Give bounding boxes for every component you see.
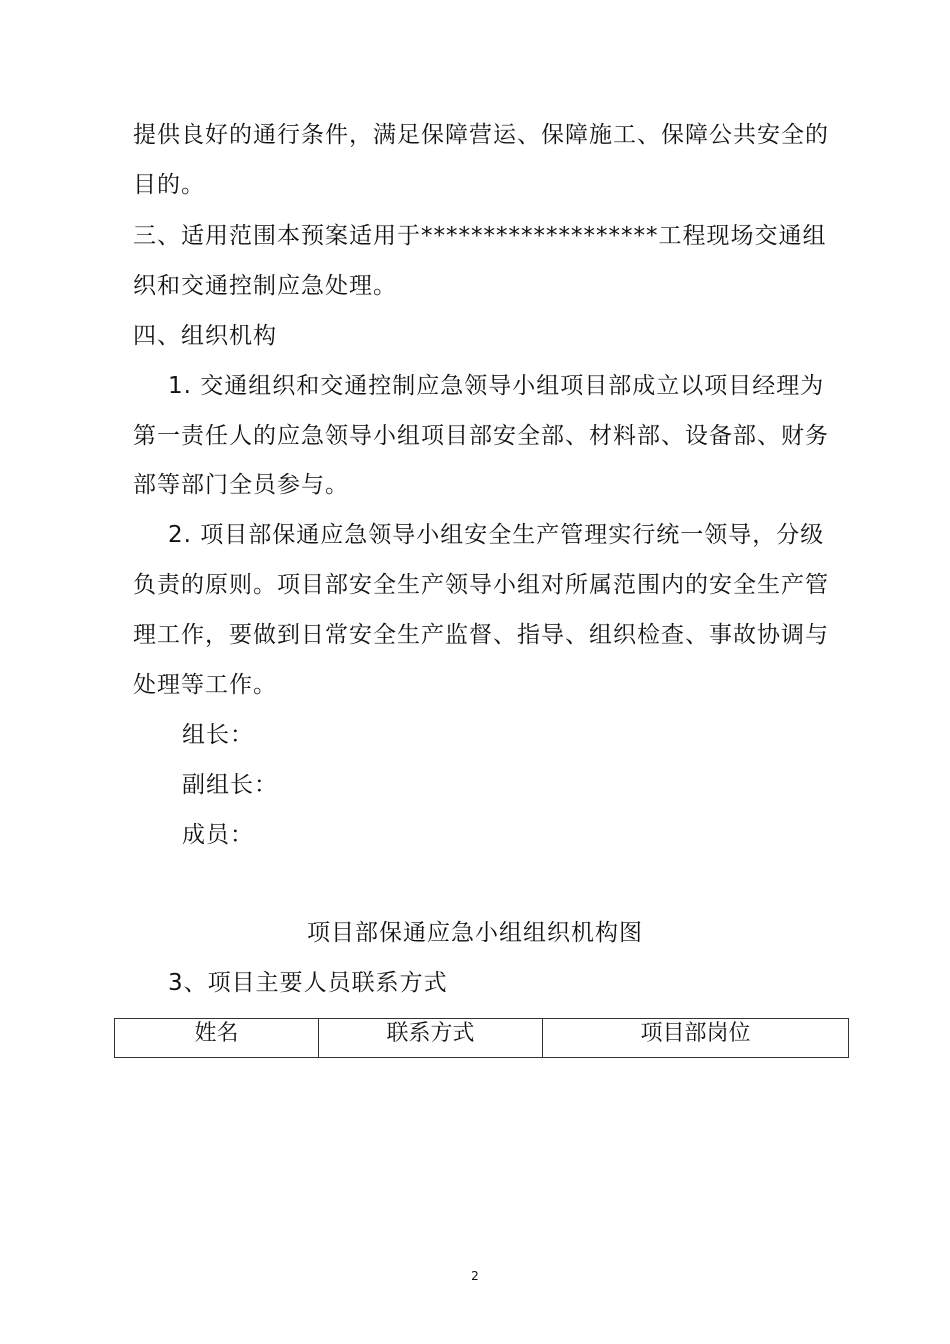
org-chart-title: 项目部保通应急小组组织机构图 [307, 920, 643, 946]
paragraph-line: 织和交通控制应急处理。 [133, 273, 397, 299]
list-item-1: 1. 交通组织和交通控制应急领导小组项目部成立以项目经理为 [168, 373, 825, 399]
deputy-leader-label: 副组长： [182, 772, 278, 798]
section-heading-organization: 四、组织机构 [133, 323, 277, 349]
paragraph-line: 第一责任人的应急领导小组项目部安全部、材料部、设备部、财务 [133, 423, 829, 449]
table-header-row [115, 1019, 849, 1058]
table-header-name: 姓名 [115, 1019, 319, 1058]
paragraph-line: 部等部门全员参与。 [133, 472, 349, 498]
members-label: 成员： [182, 822, 254, 848]
section-heading-scope: 三、适用范围本预案适用于*******************工程现场交通组 [133, 223, 827, 249]
paragraph-line: 处理等工作。 [133, 672, 277, 698]
contact-section-heading: 3、项目主要人员联系方式 [168, 970, 448, 996]
paragraph-line: 负责的原则。项目部安全生产领导小组对所属范围内的安全生产管 [133, 572, 829, 598]
group-leader-label: 组长： [182, 722, 254, 748]
paragraph-line: 目的。 [133, 172, 205, 198]
page-number: 2 [471, 1269, 479, 1283]
list-item-2: 2. 项目部保通应急领导小组安全生产管理实行统一领导，分级 [168, 522, 825, 548]
paragraph-line: 理工作，要做到日常安全生产监督、指导、组织检查、事故协调与 [133, 622, 829, 648]
table-header-position: 项目部岗位 [543, 1019, 849, 1058]
contact-table [114, 1018, 849, 1058]
paragraph-line: 提供良好的通行条件，满足保障营运、保障施工、保障公共安全的 [133, 122, 829, 148]
table-header-contact: 联系方式 [319, 1019, 543, 1058]
